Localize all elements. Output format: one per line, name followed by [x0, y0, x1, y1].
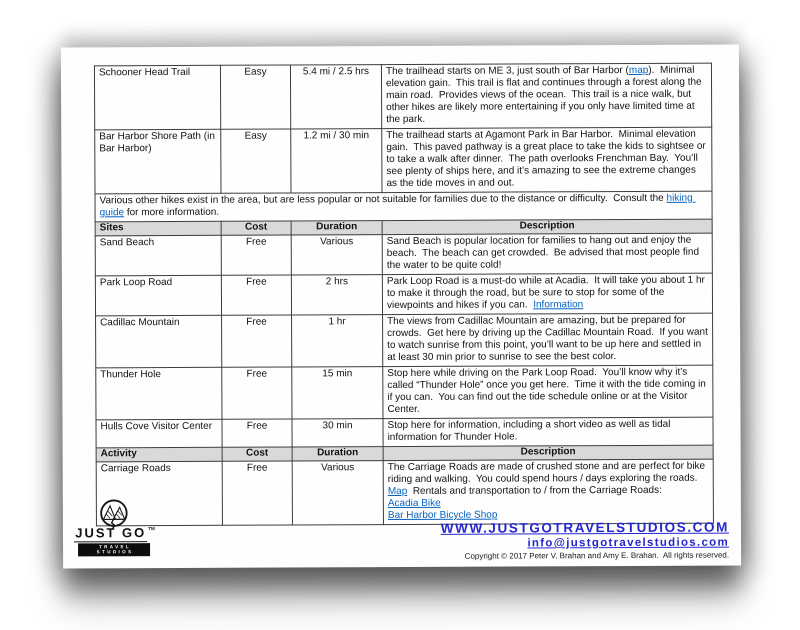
- item-description: The Carriage Roads are made of crushed stone and are perfect for bike riding and walking. You could spend hours / days exploring the roads. Map Rentals and transportation to / from the Carriage Roads: Acadia Bike Bar Harbor Bicycle Shop: [383, 459, 713, 524]
- table-row: [94, 63, 711, 130]
- itinerary-table: [94, 63, 714, 527]
- column-header-description: Description: [382, 219, 712, 234]
- table-row: [96, 365, 713, 420]
- item-cost: Free: [222, 367, 292, 419]
- justgo-logo: [71, 498, 157, 556]
- item-description: The trailhead starts on ME 3, just south of Bar Harbor (map). Minimal elevation gain. This trail is flat and continues through a forest along the main road. Provides views of the ocean. This trail is a nice walk, but other hikes are likely more entertaining if you only have limited time at the park.: [381, 63, 711, 128]
- item-description: Park Loop Road is a must-do while at Acadia. It will take you about 1 hr to make it through the road, but be sure to stop for some of the viewpoints and hikes if you can. Information: [382, 273, 712, 314]
- column-header-description: Description: [383, 445, 713, 460]
- item-cost: Free: [222, 419, 292, 447]
- table-row: [96, 459, 713, 526]
- item-cost: Free: [222, 315, 292, 367]
- document-page: [61, 45, 741, 569]
- item-name: Park Loop Road: [95, 275, 221, 316]
- item-name: Hulls Cove Visitor Center: [96, 419, 222, 448]
- email-link[interactable]: info@justgotravelstudios.com: [527, 536, 730, 550]
- item-name: Schooner Head Trail: [94, 65, 220, 130]
- item-duration: 30 min: [292, 419, 383, 447]
- item-duration: Various: [292, 461, 383, 525]
- footer-links: [441, 520, 729, 561]
- note-cell: Various other hikes exist in the area, but are less popular or not suitable for families due to the distance or difficulty. Consult the hiking guide for more information.: [95, 191, 712, 222]
- item-description: Sand Beach is popular location for families to hang out and enjoy the beach. The beach can get crowded. Be advised that most people find the water to be quite cold!: [382, 233, 712, 274]
- acadia-bike-link[interactable]: Acadia Bike: [387, 497, 441, 510]
- item-cost: Free: [221, 235, 291, 275]
- item-description: The views from Cadillac Mountain are amazing, but be prepared for crowds. Get here by driving up the Cadillac Mountain Road. If you want to watch sunrise from this point, you’ll want to be up here and settled in at least 30 min prior to sunrise to see the best color.: [383, 313, 713, 366]
- logo-subtitle-bar: TRAVEL STUDIOS: [78, 543, 150, 556]
- itinerary-table-body: [94, 63, 713, 526]
- item-duration: 5.4 mi / 2.5 hrs: [290, 65, 381, 129]
- table-row: [95, 233, 712, 276]
- item-name: Bar Harbor Shore Path (in Bar Harbor): [95, 129, 221, 194]
- item-name: Carriage Roads: [96, 461, 222, 526]
- column-header-cost: Cost: [222, 447, 292, 461]
- item-cost: Easy: [221, 129, 291, 193]
- table-row: [95, 273, 712, 316]
- note-row: [95, 191, 712, 222]
- table-row: [96, 313, 713, 368]
- website-link[interactable]: WWW.JUSTGOTRAVELSTUDIOS.COM: [440, 519, 729, 536]
- trademark-symbol: TM: [148, 526, 155, 532]
- item-cost: Free: [221, 275, 291, 315]
- column-header-cost: Cost: [221, 221, 291, 235]
- item-duration: 1.2 mi / 30 min: [291, 129, 382, 193]
- column-header-duration: Duration: [291, 221, 382, 235]
- item-duration: 15 min: [292, 367, 383, 419]
- item-description: Stop here while driving on the Park Loop Road. You’ll know why it’s called “Thunder Hole” once you get here. Time it with the tide coming in if you can. You can find out the tide schedule online or at the Visitor Center.: [383, 365, 713, 418]
- copyright-text: Copyright © 2017 Peter V. Brahan and Amy E. Brahan. All rights reserved.: [464, 550, 730, 561]
- column-header-duration: Duration: [292, 447, 383, 461]
- map-link[interactable]: Map: [387, 485, 408, 498]
- item-description: Stop here for information, including a short video as well as tidal information for Thunder Hole.: [383, 417, 713, 446]
- hiking-guide-link[interactable]: hiking guide: [99, 192, 696, 219]
- column-header-activity: Activity: [96, 447, 222, 462]
- information-link[interactable]: Information: [533, 299, 584, 311]
- logo-wordmark: JUST GO: [74, 525, 147, 542]
- item-name: Cadillac Mountain: [96, 315, 222, 368]
- item-cost: Free: [222, 461, 292, 525]
- column-header-sites: Sites: [95, 221, 221, 236]
- table-row: [95, 127, 712, 194]
- bar-harbor-bicycle-shop-link[interactable]: Bar Harbor Bicycle Shop: [387, 509, 498, 522]
- item-name: Sand Beach: [95, 235, 221, 276]
- table-row: [96, 417, 713, 448]
- item-duration: 2 hrs: [291, 275, 382, 315]
- map-link[interactable]: map: [628, 64, 649, 77]
- item-duration: Various: [291, 235, 382, 275]
- item-name: Thunder Hole: [96, 367, 222, 420]
- item-description: The trailhead starts at Agamont Park in Bar Harbor. Minimal elevation gain. This paved pathway is a great place to take the kids to sightsee or to take a walk after dinner. The path overlooks Frenchman Bay. You’ll see plenty of ships here, and it’s amazing to see the extreme changes as the tide moves in and out.: [382, 127, 712, 192]
- item-cost: Easy: [220, 65, 290, 129]
- item-duration: 1 hr: [292, 315, 383, 367]
